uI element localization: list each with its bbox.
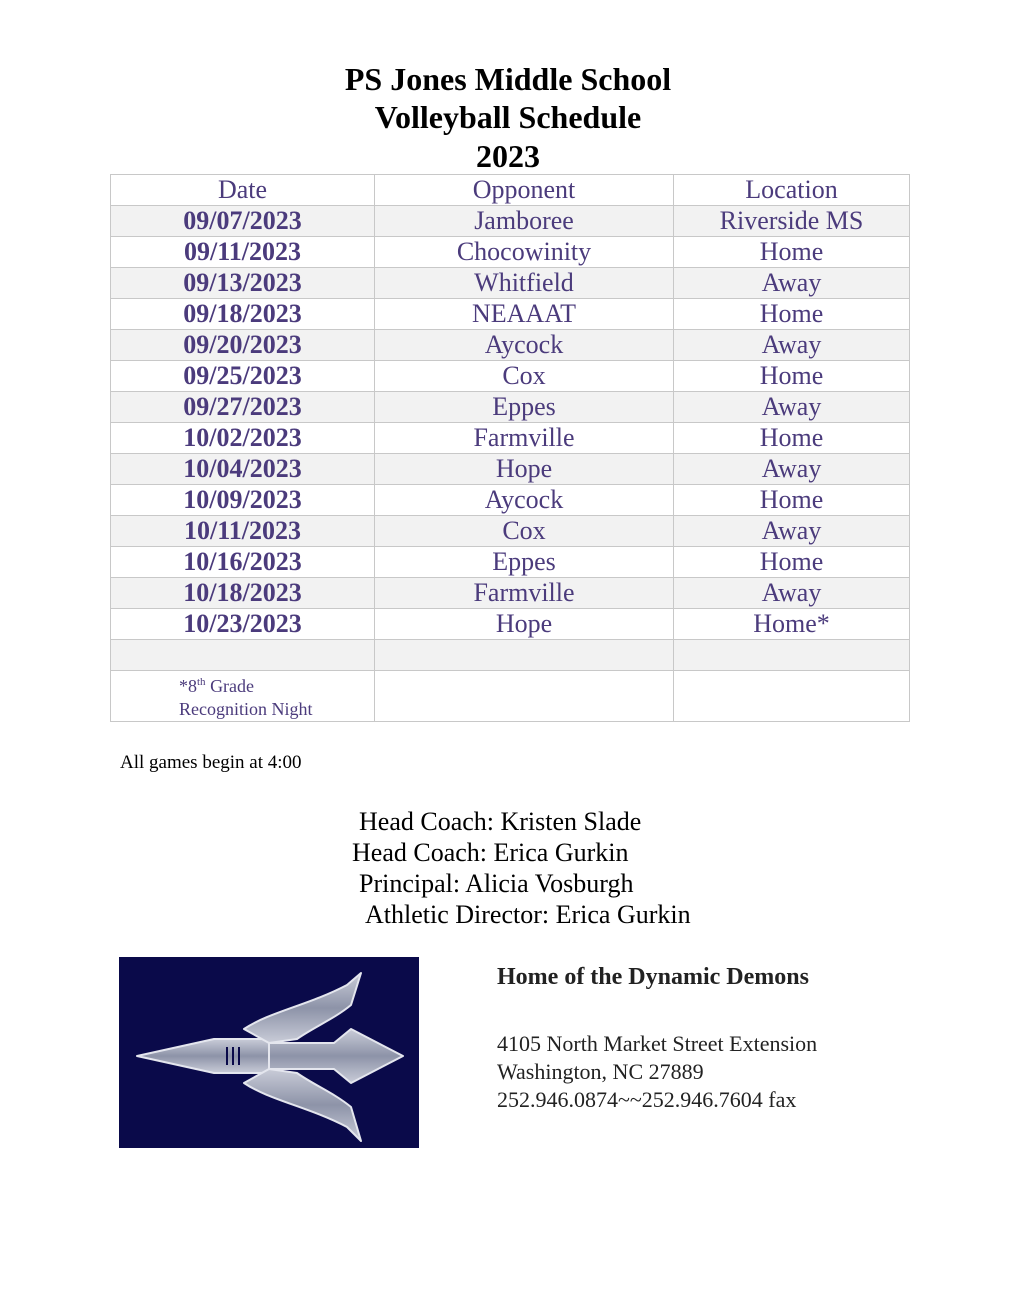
table-row [111,547,910,578]
column-header-date: Date [111,175,375,206]
opponent-cell: Eppes [375,547,674,578]
column-header-location: Location [674,175,910,206]
opponent-cell: Farmville [375,423,674,454]
empty-row [111,640,910,671]
location-cell: Home* [674,609,910,640]
opponent-cell: Jamboree [375,206,674,237]
opponent-cell: Hope [375,609,674,640]
phone-fax: 252.946.0874~~252.946.7604 fax [497,1087,797,1112]
empty-cell [674,640,910,671]
table-row [111,578,910,609]
location-cell: Home [674,237,910,268]
table-row [111,299,910,330]
location-cell: Away [674,578,910,609]
opponent-cell: Aycock [375,330,674,361]
start-time-note: All games begin at 4:00 [120,752,302,773]
table-row [111,516,910,547]
year-title: 2023 [476,138,540,174]
date-cell: 10/02/2023 [111,423,375,454]
school-title: PS Jones Middle School [344,61,672,97]
recognition-note [111,671,375,722]
address-street: 4105 North Market Street Extension [497,1031,818,1056]
location-cell: Home [674,361,910,392]
trident-icon [119,957,419,1148]
tagline: Home of the Dynamic Demons [497,964,809,990]
opponent-cell: Whitfield [375,268,674,299]
note-prefix: *8 [179,676,197,696]
empty-cell [375,640,674,671]
empty-cell [111,640,375,671]
table-row [111,454,910,485]
table-header-row [111,175,910,206]
opponent-cell: Eppes [375,392,674,423]
table-row [111,330,910,361]
date-cell: 09/20/2023 [111,330,375,361]
staff-head-coach-2: Head Coach: Erica Gurkin [352,838,629,867]
location-cell: Away [674,268,910,299]
date-cell: 10/04/2023 [111,454,375,485]
table-row [111,268,910,299]
opponent-cell: Cox [375,516,674,547]
table-row [111,609,910,640]
date-cell: 09/11/2023 [111,237,375,268]
location-cell: Away [674,516,910,547]
opponent-cell: Chocowinity [375,237,674,268]
date-cell: 10/18/2023 [111,578,375,609]
date-cell: 09/07/2023 [111,206,375,237]
table-row [111,237,910,268]
table-row [111,423,910,454]
recognition-note-row [111,671,910,722]
opponent-cell: Farmville [375,578,674,609]
table-row [111,206,910,237]
date-cell: 09/27/2023 [111,392,375,423]
table-row [111,485,910,516]
date-cell: 10/09/2023 [111,485,375,516]
column-header-opponent: Opponent [375,175,674,206]
opponent-cell: Aycock [375,485,674,516]
location-cell: Away [674,454,910,485]
opponent-cell: NEAAAT [375,299,674,330]
date-cell: 09/13/2023 [111,268,375,299]
schedule-table [110,174,910,722]
location-cell: Away [674,392,910,423]
empty-cell [375,671,674,722]
sport-title: Volleyball Schedule [374,99,642,135]
location-cell: Home [674,485,910,516]
date-cell: 10/11/2023 [111,516,375,547]
table-row [111,392,910,423]
school-logo [119,957,419,1148]
date-cell: 10/16/2023 [111,547,375,578]
empty-cell [674,671,910,722]
staff-principal: Principal: Alicia Vosburgh [359,869,634,898]
location-cell: Home [674,547,910,578]
date-cell: 09/25/2023 [111,361,375,392]
table-row [111,361,910,392]
note-superscript: th [197,676,206,688]
location-cell: Away [674,330,910,361]
date-cell: 10/23/2023 [111,609,375,640]
note-line2: Recognition Night [179,699,313,719]
location-cell: Riverside MS [674,206,910,237]
staff-athletic-director: Athletic Director: Erica Gurkin [365,900,691,929]
location-cell: Home [674,423,910,454]
opponent-cell: Hope [375,454,674,485]
staff-head-coach-1: Head Coach: Kristen Slade [359,807,642,836]
date-cell: 09/18/2023 [111,299,375,330]
address-city: Washington, NC 27889 [497,1059,704,1084]
opponent-cell: Cox [375,361,674,392]
location-cell: Home [674,299,910,330]
note-line1-rest: Grade [205,676,255,696]
